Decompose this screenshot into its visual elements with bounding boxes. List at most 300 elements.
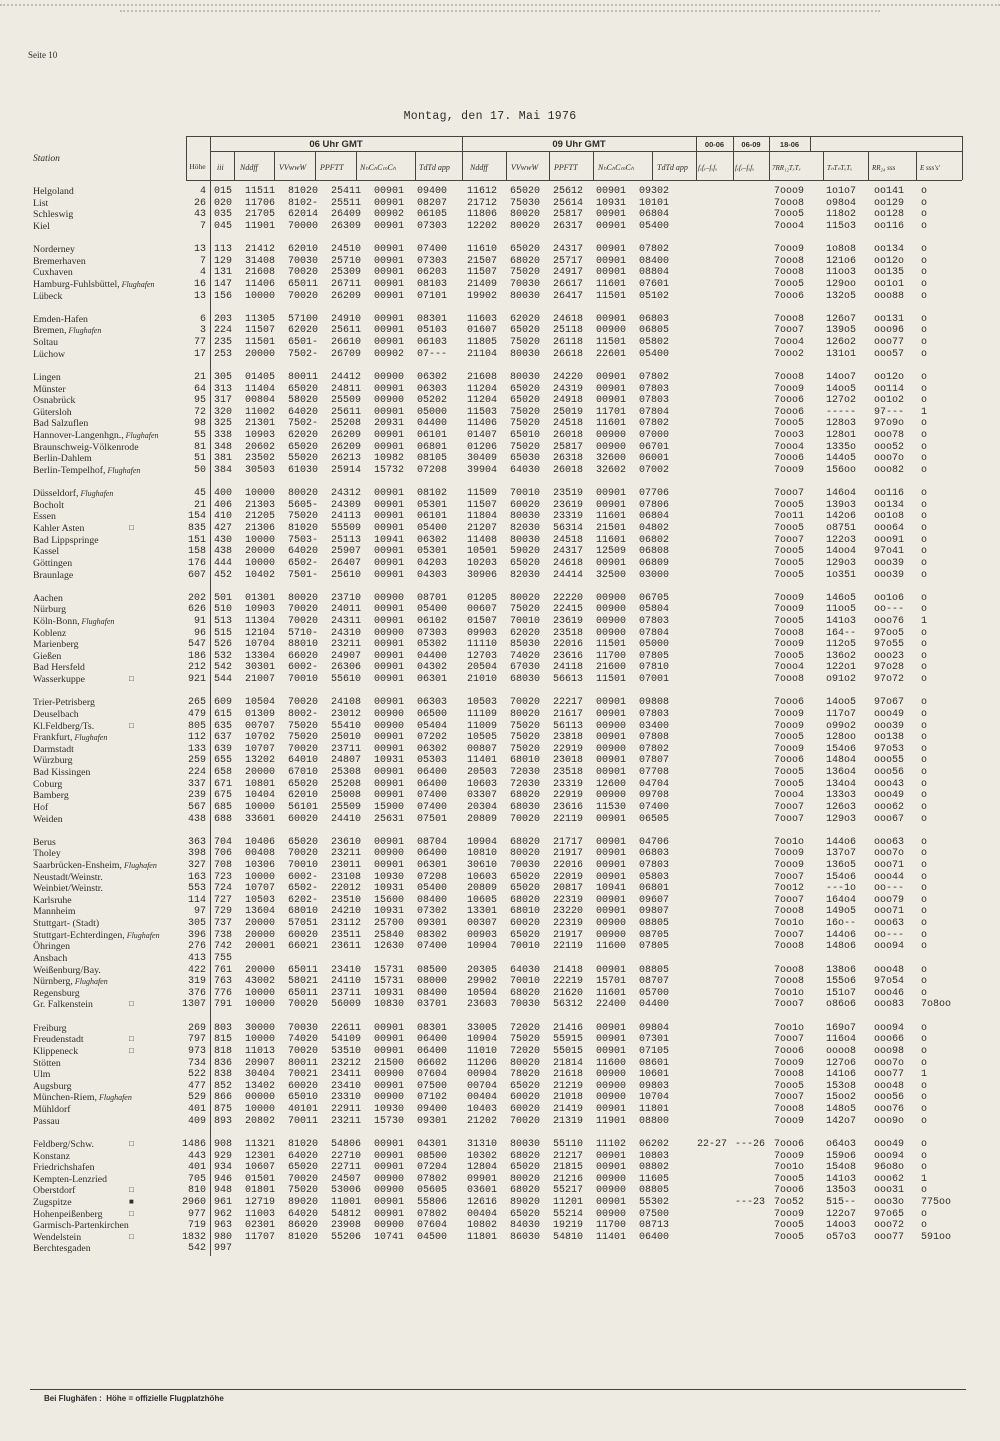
station-height: 212 — [187, 662, 206, 674]
table-row — [0, 628, 1000, 640]
snow-state-value: o — [921, 1092, 928, 1104]
station-height: 151 — [187, 534, 206, 546]
snow-state-value: o — [921, 453, 928, 465]
station-name: Bad Kissingen — [33, 767, 91, 778]
subheader-fxfx-06-09: fₓfₓ–fₓfₓ — [735, 164, 755, 172]
obs-06-utc-data: 015 11511 81020 25411 00901 09400 — [214, 186, 448, 197]
temp-extremes-value: 126o3 — [826, 801, 857, 813]
station-height: 13 — [193, 290, 206, 302]
table-row — [0, 244, 1000, 256]
precip-7rr-value: 7ooo7 — [774, 801, 805, 813]
mountain-station-flag: □ — [129, 1231, 134, 1241]
subheader-ppftt-09: PPFTT — [554, 163, 578, 172]
station-name: Nürburg — [33, 604, 67, 616]
table-row — [0, 442, 1000, 454]
temp-extremes-value: o98o4 — [826, 197, 857, 209]
subheader-tdtd-06: TdTd app — [419, 163, 450, 172]
station-height: 72 — [193, 406, 206, 418]
precip-7rr-value: 7ooo9 — [774, 860, 805, 871]
table-row — [0, 814, 1000, 826]
station-name: Hamburg-Fuhlsbüttel, Flughafen — [33, 279, 155, 290]
obs-09-utc-data: 10802 84030 19219 11700 08713 — [467, 1220, 670, 1232]
station-name: Bremerhaven — [33, 255, 86, 267]
obs-09-utc-data: 10603 72030 23319 12600 04704 — [467, 778, 670, 790]
station-height: 6 — [199, 313, 206, 325]
temp-extremes-value: oooo8 — [826, 1045, 857, 1057]
precip-7rr-value: 7ooo5 — [774, 615, 805, 627]
temp-extremes-value: 136o5 — [826, 860, 857, 871]
mountain-station-flag: □ — [129, 1208, 134, 1218]
snow-state-value: o — [921, 1104, 928, 1115]
precip-7rr-value: 7ooo5 — [774, 209, 805, 221]
obs-06-utc-data: 963 02301 86020 23908 00900 07604 — [214, 1220, 448, 1232]
mountain-station-flag: □ — [129, 1045, 134, 1055]
group-header-06utc: 06 Uhr GMT — [309, 139, 363, 150]
snow-state-value: o — [921, 511, 928, 523]
table-row — [0, 1092, 1000, 1104]
temp-extremes-value: 127o6 — [826, 1057, 857, 1069]
temp-extremes-value: 154o6 — [826, 743, 857, 755]
obs-06-utc-data: 997 — [214, 1243, 233, 1255]
obs-06-utc-data: 045 11901 70000 26309 00901 07303 — [214, 220, 448, 232]
obs-09-utc-data: 21104 80030 26618 22601 05400 — [467, 348, 670, 360]
station-height: 921 — [187, 674, 206, 685]
precip-24h-value: ooo72 — [874, 1220, 905, 1232]
table-row — [0, 604, 1000, 616]
snow-state-value: 591oo — [921, 1231, 952, 1243]
precip-24h-value: ooo55 — [874, 755, 905, 767]
precip-24h-value: 97o54 — [874, 976, 905, 988]
temp-extremes-value: 115o3 — [826, 220, 857, 232]
footnote: Bei Flughäfen : Höhe = offizielle Flugplatzhöhe — [44, 1394, 224, 1403]
precip-24h-value: ooo71 — [874, 906, 905, 918]
precip-24h-value: ooo49 — [874, 790, 905, 802]
obs-09-utc-data: 10605 68020 22319 00901 09607 — [467, 894, 670, 906]
temp-extremes-value: 11oo3 — [826, 267, 857, 279]
table-border-line — [234, 151, 235, 180]
snow-state-value: o — [921, 220, 928, 232]
table-row — [0, 1104, 1000, 1116]
temp-extremes-value: 128oo — [826, 732, 857, 744]
subheader-clouds-09: NₕCₕCₘCₕ — [598, 163, 635, 172]
obs-06-utc-data: 452 10402 7501- 25610 00901 04303 — [214, 569, 448, 581]
obs-06-utc-data: 729 13604 68010 24210 10931 07302 — [214, 906, 448, 918]
temp-extremes-value: 139o5 — [826, 325, 857, 337]
obs-06-utc-data: 438 20000 64020 25907 00901 05301 — [214, 546, 448, 558]
temp-extremes-value: 149o5 — [826, 906, 857, 918]
obs-09-utc-data: 30906 82030 24414 32500 03000 — [467, 569, 670, 581]
obs-09-utc-data: 00307 60020 22319 00900 08805 — [467, 918, 670, 930]
snow-state-value: o — [921, 941, 928, 953]
temp-extremes-value: 148o5 — [826, 1104, 857, 1115]
obs-06-utc-data: 818 11013 70020 53510 00901 06400 — [214, 1045, 448, 1057]
snow-state-value: 775oo — [921, 1196, 952, 1208]
station-name-suffix: Flughafen — [72, 977, 108, 987]
precip-7rr-value: 7ooo6 — [774, 755, 805, 767]
precip-7rr-value: 7ooo6 — [774, 1138, 805, 1150]
precip-24h-value: oo116 — [874, 220, 905, 232]
obs-09-utc-data: 30409 65030 26318 32600 06001 — [467, 453, 670, 465]
station-height: 305 — [187, 918, 206, 930]
precip-24h-value: ooo62 — [874, 1173, 905, 1185]
snow-state-value: o — [921, 430, 928, 441]
station-height: 43 — [193, 209, 206, 221]
precip-7rr-value: 7ooo9 — [774, 720, 805, 732]
obs-09-utc-data: 20503 72030 23518 00901 07708 — [467, 767, 670, 778]
obs-09-utc-data: 13301 68010 23220 00901 09807 — [467, 906, 670, 918]
station-name: Bad Hersfeld — [33, 662, 85, 674]
obs-06-utc-data: 501 01301 80020 23710 00900 08701 — [214, 592, 448, 604]
station-name: Karlsruhe — [33, 894, 72, 906]
subheader-rr24-sss: RR₂₄ sss — [872, 164, 896, 172]
obs-09-utc-data: 39904 64030 26018 32602 07002 — [467, 464, 670, 476]
precip-7rr-value: 7ooo7 — [774, 813, 805, 825]
table-border-line — [356, 151, 357, 180]
precip-7rr-value: 7ooo8 — [774, 674, 805, 685]
station-height: 477 — [187, 1080, 206, 1092]
station-name: Stuttgart-Echterdingen, Flughafen — [33, 929, 160, 941]
station-height: 96 — [193, 627, 206, 639]
station-height: 224 — [187, 767, 206, 778]
station-height: 51 — [193, 453, 206, 465]
station-height: 719 — [187, 1220, 206, 1232]
station-name: Mannheim — [33, 906, 76, 918]
station-name: Stuttgart- (Stadt) — [33, 918, 100, 930]
snow-state-value: o — [921, 976, 928, 988]
precip-24h-value: oo134 — [874, 499, 905, 511]
station-height: 7 — [199, 220, 206, 232]
obs-09-utc-data: 01607 65020 25118 00900 06805 — [467, 325, 670, 337]
snow-state-value: o — [921, 1022, 928, 1034]
hoehe-column-header: Höhe — [189, 162, 206, 171]
obs-09-utc-data: 33005 72020 21416 00901 09804 — [467, 1022, 670, 1034]
station-name: Frankfurt, Flughafen — [33, 732, 108, 744]
station-name: Weiden — [33, 813, 63, 825]
snow-state-value: o — [921, 592, 928, 604]
station-name: Düsseldorf, Flughafen — [33, 488, 114, 500]
station-height: 607 — [187, 569, 206, 581]
obs-06-utc-data: 658 20000 67010 25308 00901 06400 — [214, 767, 448, 778]
obs-06-utc-data: 866 00000 65010 23310 00900 07102 — [214, 1092, 448, 1104]
temp-extremes-value: 141o3 — [826, 1173, 857, 1185]
obs-09-utc-data: 09901 80020 21216 00900 11605 — [467, 1173, 670, 1185]
obs-09-utc-data: 12804 65020 21815 00901 08802 — [467, 1162, 670, 1174]
table-row — [0, 651, 1000, 663]
obs-09-utc-data: 10904 70010 22119 11600 07805 — [467, 941, 670, 953]
precip-24h-value: ooo48 — [874, 1080, 905, 1092]
precip-7rr-value: 7ooo7 — [774, 1034, 805, 1046]
obs-09-utc-data: 03601 68020 55217 00900 08805 — [467, 1185, 670, 1197]
station-height: 529 — [187, 1092, 206, 1104]
obs-06-utc-data: 761 20000 65011 23410 15731 08500 — [214, 964, 448, 976]
station-name: Trier-Petrisberg — [33, 697, 95, 709]
station-height: 21 — [193, 499, 206, 511]
obs-06-utc-data: 609 10504 70020 24108 00901 06303 — [214, 697, 448, 709]
table-row — [0, 918, 1000, 930]
obs-06-utc-data: 838 30404 70021 23411 00900 07604 — [214, 1069, 448, 1081]
station-height: 797 — [187, 1034, 206, 1046]
table-row — [0, 697, 1000, 709]
precip-24h-value: ooo23 — [874, 650, 905, 662]
precip-24h-value: oo116 — [874, 488, 905, 500]
precip-7rr-value: 7ooo9 — [774, 848, 805, 860]
station-height: 77 — [193, 337, 206, 349]
precip-7rr-value: 7ooo9 — [774, 592, 805, 604]
precip-24h-value: oo131 — [874, 313, 905, 325]
station-name-suffix: Flughafen — [79, 616, 115, 626]
temp-extremes-value: 128o3 — [826, 418, 857, 430]
obs-06-utc-data: 313 11404 65020 24811 00901 06303 — [214, 383, 448, 395]
table-border-line — [769, 136, 770, 180]
station-name: Mühldorf — [33, 1104, 71, 1115]
station-height: 114 — [187, 894, 206, 906]
precip-7rr-value: 7ooo9 — [774, 708, 805, 720]
temp-extremes-value: 122o3 — [826, 534, 857, 546]
obs-06-utc-data: 637 10702 75020 25010 00901 07202 — [214, 732, 448, 744]
precip-7rr-value: 7ooo8 — [774, 976, 805, 988]
snow-state-value: o — [921, 383, 928, 395]
table-row — [0, 186, 1000, 198]
precip-24h-value: ooo39 — [874, 569, 905, 581]
precip-7rr-value: 7ooo9 — [774, 604, 805, 616]
precip-24h-value: ooo56 — [874, 767, 905, 778]
obs-09-utc-data: 20305 64030 21418 00901 08805 — [467, 964, 670, 976]
precip-7rr-value: 7oo1o — [774, 1022, 805, 1034]
station-name: Freudenstadt — [33, 1034, 84, 1046]
station-height: 337 — [187, 778, 206, 790]
station-height: 50 — [193, 464, 206, 476]
station-name: Cuxhaven — [33, 267, 73, 279]
snow-state-value: o — [921, 499, 928, 511]
precip-7rr-value: 7ooo2 — [774, 348, 805, 360]
snow-state-value: o — [921, 662, 928, 674]
obs-09-utc-data: 03307 68020 22919 00900 09708 — [467, 790, 670, 802]
obs-09-utc-data: 12202 80020 26317 00901 05400 — [467, 220, 670, 232]
temp-extremes-value: 154o8 — [826, 1162, 857, 1174]
snow-state-value: o — [921, 1185, 928, 1197]
precip-7rr-value: 7ooo5 — [774, 732, 805, 744]
temp-extremes-value: 15oo2 — [826, 1092, 857, 1104]
station-height: 64 — [193, 383, 206, 395]
station-name: Saarbrücken-Ensheim, Flughafen — [33, 860, 157, 871]
precip-24h-value: 97oo5 — [874, 627, 905, 639]
mountain-station-flag: □ — [129, 1034, 134, 1044]
snow-state-value: 1 — [921, 1069, 928, 1081]
station-height: 276 — [187, 941, 206, 953]
station-height: 186 — [187, 650, 206, 662]
precip-7rr-value: 7ooo7 — [774, 999, 805, 1011]
station-name: Klippeneck — [33, 1045, 79, 1057]
obs-09-utc-data: 21712 75030 25614 10931 10101 — [467, 197, 670, 209]
obs-09-utc-data: 21202 70020 21319 11901 08800 — [467, 1115, 670, 1127]
obs-09-utc-data: 30610 70030 22016 00901 07803 — [467, 860, 670, 871]
precip-7rr-value: 7ooo8 — [774, 627, 805, 639]
temp-extremes-value: 164-- — [826, 627, 857, 639]
precip-24h-value: oo1o8 — [874, 511, 905, 523]
precip-7rr-value: 7ooo3 — [774, 430, 805, 441]
snow-state-value: o — [921, 279, 928, 290]
precip-7rr-value: 7ooo8 — [774, 906, 805, 918]
obs-09-utc-data: 11204 65020 24319 00901 07803 — [467, 383, 670, 395]
precip-7rr-value: 7ooo6 — [774, 406, 805, 418]
obs-09-utc-data: 11507 75020 24917 00901 08804 — [467, 267, 670, 279]
station-name: Helgoland — [33, 186, 74, 197]
snow-state-value: o — [921, 325, 928, 337]
temp-extremes-value: 151o7 — [826, 987, 857, 999]
station-name-suffix: Flughafen — [105, 465, 141, 475]
temp-extremes-value: 142o7 — [826, 1115, 857, 1127]
mountain-station-flag: □ — [129, 1185, 134, 1195]
precip-7rr-value: 7ooo7 — [774, 1092, 805, 1104]
obs-09-utc-data: 20504 67030 24118 21600 07810 — [467, 662, 670, 674]
station-name: Essen — [33, 511, 56, 523]
station-height: 81 — [193, 441, 206, 453]
snow-state-value: o — [921, 348, 928, 360]
obs-09-utc-data: 11804 80030 23319 11601 06804 — [467, 511, 670, 523]
obs-06-utc-data: 510 10903 70020 24011 00901 05400 — [214, 604, 448, 616]
subheader-ppftt-06: PPFTT — [320, 163, 344, 172]
snow-state-value: o — [921, 255, 928, 267]
table-row — [0, 453, 1000, 465]
temp-extremes-value: 144o5 — [826, 453, 857, 465]
obs-06-utc-data: 410 21205 75020 24113 00901 06101 — [214, 511, 448, 523]
precip-24h-value: oo114 — [874, 383, 905, 395]
obs-06-utc-data: 655 13202 64010 24807 10931 05303 — [214, 755, 448, 767]
precip-24h-value: oo135 — [874, 267, 905, 279]
station-height: 17 — [193, 348, 206, 360]
precip-24h-value: oo--- — [874, 883, 905, 895]
obs-06-utc-data: 427 21306 81020 55509 00901 05400 — [214, 523, 448, 534]
precip-24h-value: oo12o — [874, 371, 905, 383]
station-height: 2960 — [181, 1196, 206, 1208]
obs-09-utc-data: 00704 65020 21219 00900 09803 — [467, 1080, 670, 1092]
station-name: Norderney — [33, 244, 75, 256]
subheader-7rr: 7RR₁₂TₓTₓ — [772, 164, 801, 172]
table-row — [0, 1046, 1000, 1058]
obs-06-utc-data: 803 30000 70030 22611 00901 08301 — [214, 1022, 448, 1034]
obs-09-utc-data: 11509 70010 23519 00901 07706 — [467, 488, 670, 500]
table-border-line — [593, 151, 594, 180]
temp-extremes-value: 116o4 — [826, 1034, 857, 1046]
station-height: 973 — [187, 1045, 206, 1057]
snow-state-value: o — [921, 418, 928, 430]
station-name: Emden-Hafen — [33, 313, 88, 325]
precip-7rr-value: 7ooo4 — [774, 337, 805, 349]
snow-state-value: o — [921, 906, 928, 918]
snow-state-value: o — [921, 871, 928, 883]
table-row — [0, 488, 1000, 500]
station-name-suffix: Flughafen — [121, 861, 157, 870]
obs-06-utc-data: 948 01801 75020 53006 00900 05605 — [214, 1185, 448, 1197]
station-height: 1832 — [181, 1231, 206, 1243]
temp-extremes-value: 144o6 — [826, 836, 857, 848]
temp-extremes-value: 118o2 — [826, 209, 857, 221]
obs-06-utc-data: 320 11002 64020 25611 00901 05000 — [214, 406, 448, 418]
table-row — [0, 1209, 1000, 1221]
snow-state-value: 1 — [921, 406, 928, 418]
temp-extremes-value: o8751 — [826, 523, 857, 534]
precip-7rr-value: 7ooo4 — [774, 662, 805, 674]
snow-state-value: o — [921, 557, 928, 569]
obs-06-utc-data: 544 21007 70010 55610 00901 06301 — [214, 674, 448, 685]
station-name: Göttingen — [33, 557, 73, 569]
snow-state-value: o — [921, 860, 928, 871]
station-height: 413 — [187, 952, 206, 964]
station-name: Lübeck — [33, 290, 63, 302]
station-name: Ansbach — [33, 952, 68, 964]
obs-09-utc-data: 21608 80030 24220 00901 07802 — [467, 371, 670, 383]
precip-7rr-value: 7ooo6 — [774, 395, 805, 407]
station-name: Konstanz — [33, 1150, 71, 1162]
snow-state-value: o — [921, 1057, 928, 1069]
obs-09-utc-data: 12616 89020 11201 00901 55302 — [467, 1196, 670, 1208]
precip-7rr-value: 7oo1o — [774, 1162, 805, 1174]
station-name: Bamberg — [33, 790, 69, 802]
table-row — [0, 198, 1000, 210]
wind-00-06-value: 22-27 — [697, 1138, 728, 1150]
station-height: 265 — [187, 697, 206, 709]
table-row — [0, 639, 1000, 651]
precip-24h-value: oo--- — [874, 604, 905, 616]
period-header-18-06: 18-06 — [779, 140, 800, 149]
precip-24h-value: 97o53 — [874, 743, 905, 755]
period-header-00-06: 00-06 — [704, 140, 725, 149]
station-name: Deuselbach — [33, 708, 79, 720]
station-name: Hannover-Langenhgn., Flughafen — [33, 430, 159, 441]
temp-extremes-value: 16o-- — [826, 918, 857, 930]
temp-extremes-value: 14oo7 — [826, 371, 857, 383]
snow-state-value: o — [921, 801, 928, 813]
table-row — [0, 906, 1000, 918]
precip-7rr-value: 7ooo5 — [774, 557, 805, 569]
obs-06-utc-data: 708 10306 70010 23011 00901 06301 — [214, 860, 448, 871]
precip-24h-value: ooo48 — [874, 964, 905, 976]
station-name: List — [33, 197, 49, 209]
station-height: 202 — [187, 592, 206, 604]
mountain-station-flag: ■ — [129, 1196, 134, 1206]
table-row — [0, 1232, 1000, 1244]
station-name: Kassel — [33, 546, 60, 558]
mountain-station-flag: □ — [129, 720, 134, 730]
table-row — [0, 674, 1000, 686]
precip-24h-value: 96o8o — [874, 1162, 905, 1174]
table-border-line — [733, 136, 734, 180]
precip-7rr-value: 7ooo8 — [774, 313, 805, 325]
precip-7rr-value: 7ooo9 — [774, 186, 805, 197]
obs-09-utc-data: 00904 78020 21618 00900 10601 — [467, 1069, 670, 1081]
table-row — [0, 883, 1000, 895]
precip-24h-value: ooo94 — [874, 941, 905, 953]
table-row — [0, 349, 1000, 361]
temp-extremes-value: 146o5 — [826, 592, 857, 604]
precip-7rr-value: 7ooo5 — [774, 650, 805, 662]
precip-24h-value: ooo98 — [874, 1045, 905, 1057]
station-name: Zugspitze — [33, 1196, 72, 1208]
obs-06-utc-data: 671 10801 65020 25208 00901 06400 — [214, 778, 448, 790]
precip-24h-value: ooo7o — [874, 848, 905, 860]
obs-06-utc-data: 724 10707 6502- 22012 10931 05400 — [214, 883, 448, 895]
snow-state-value: o — [921, 1080, 928, 1092]
snow-state-value: o — [921, 1162, 928, 1174]
precip-7rr-value: 7ooo5 — [774, 767, 805, 778]
station-height: 401 — [187, 1162, 206, 1174]
table-row — [0, 418, 1000, 430]
snow-state-value: o — [921, 883, 928, 895]
table-row — [0, 1151, 1000, 1163]
obs-06-utc-data: 704 10406 65020 23610 00901 08704 — [214, 836, 448, 848]
snow-state-value: o — [921, 1045, 928, 1057]
temp-extremes-value: 134o4 — [826, 778, 857, 790]
